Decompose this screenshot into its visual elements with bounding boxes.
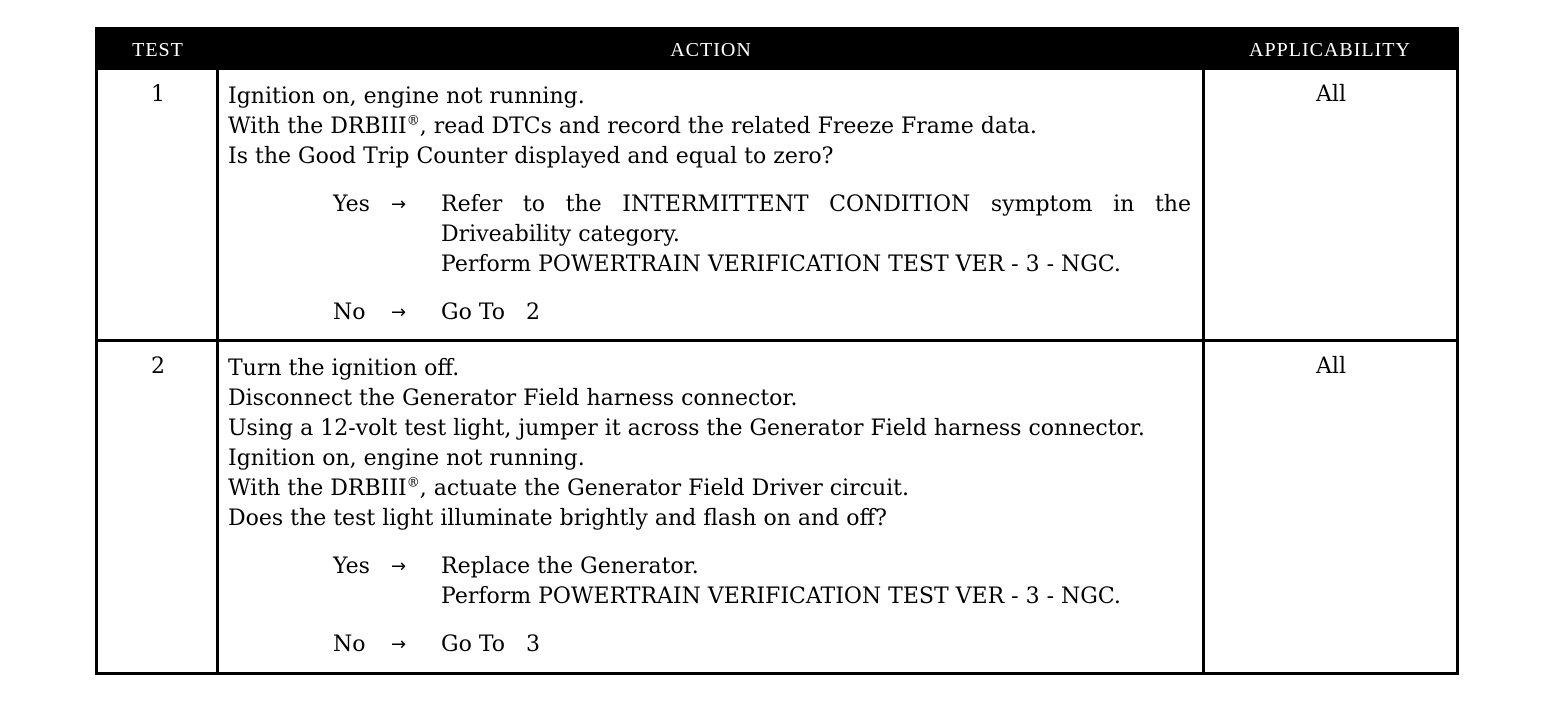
- no-label: No: [333, 632, 366, 657]
- action-line: Disconnect the Generator Field harness connector.: [228, 386, 798, 411]
- no-branch: [333, 298, 1198, 328]
- test-number: 1: [151, 82, 165, 107]
- no-line: Go To 3: [441, 632, 540, 657]
- action-cell: [228, 82, 1198, 346]
- header-test: TEST: [132, 39, 184, 61]
- no-label: No: [333, 300, 366, 325]
- branches: [228, 190, 1198, 328]
- action-line: Using a 12-volt test light, jumper it across the Generator Field harness connector.: [228, 416, 1145, 441]
- action-cell: [228, 354, 1198, 678]
- table-row: [98, 342, 1456, 672]
- action-line: Ignition on, engine not running.: [228, 84, 585, 109]
- action-line: With the DRBIII®, read DTCs and record the related Freeze Frame data.: [228, 113, 1037, 139]
- yes-line: Refer to the INTERMITTENT CONDITION symptom in the: [441, 192, 1191, 217]
- no-text: [441, 630, 1191, 660]
- action-line: Is the Good Trip Counter displayed and equal to zero?: [228, 144, 834, 169]
- yes-branch: [333, 552, 1198, 612]
- diagnostic-table: [95, 27, 1459, 675]
- branches: [228, 552, 1198, 660]
- yes-line: Perform POWERTRAIN VERIFICATION TEST VER - 3 - NGC.: [441, 584, 1121, 609]
- header-applicability: APPLICABILITY: [1249, 39, 1411, 61]
- arrow-right-icon: →: [391, 634, 407, 655]
- yes-branch: [333, 190, 1198, 280]
- arrow-right-icon: →: [391, 194, 407, 215]
- no-text: [441, 298, 1191, 328]
- registered-mark: ®: [406, 475, 420, 491]
- action-line: Turn the ignition off.: [228, 356, 460, 381]
- yes-line: Replace the Generator.: [441, 554, 699, 579]
- arrow-right-icon: →: [391, 302, 407, 323]
- yes-label: Yes: [333, 192, 370, 217]
- header-action: ACTION: [670, 39, 752, 61]
- yes-text: [441, 552, 1191, 612]
- no-branch: [333, 630, 1198, 660]
- test-number: 2: [151, 354, 165, 379]
- table-header: [98, 30, 1456, 70]
- yes-line: Perform POWERTRAIN VERIFICATION TEST VER - 3 - NGC.: [441, 252, 1121, 277]
- action-line: Ignition on, engine not running.: [228, 446, 585, 471]
- yes-label: Yes: [333, 554, 370, 579]
- applicability-value: All: [1316, 82, 1346, 107]
- action-line: Does the test light illuminate brightly and flash on and off?: [228, 506, 887, 531]
- yes-text: [441, 190, 1191, 280]
- arrow-right-icon: →: [391, 556, 407, 577]
- action-line: With the DRBIII®, actuate the Generator Field Driver circuit.: [228, 475, 909, 501]
- table-row: [98, 70, 1456, 339]
- yes-line: Driveability category.: [441, 222, 680, 247]
- applicability-value: All: [1316, 354, 1346, 379]
- registered-mark: ®: [406, 113, 420, 129]
- no-line: Go To 2: [441, 300, 540, 325]
